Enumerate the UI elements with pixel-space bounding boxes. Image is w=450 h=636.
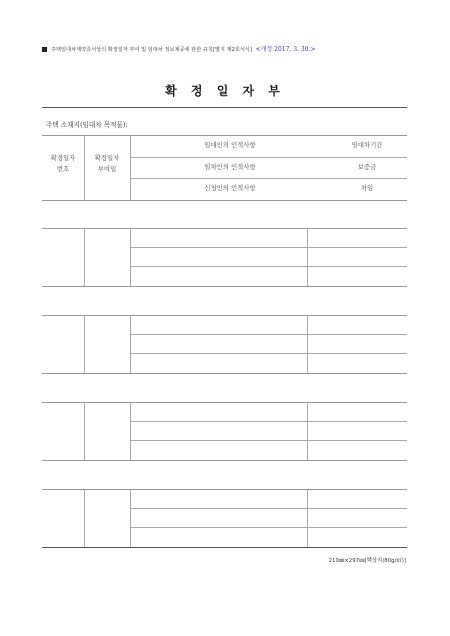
law-reference [42,44,315,53]
entry-group-2-bottom [42,373,407,374]
header-applicant-info: 신청인의 인적사항 [204,184,256,192]
entry-group-4-col-1 [84,489,85,547]
header-row-line-1 [130,157,407,158]
entry-group-4-col-2 [130,489,131,547]
header-rent: 차임 [360,184,374,192]
header-bottom-line [42,200,407,201]
paper-spec: 210㎜×297㎜[백상지(80g/㎡)] [328,558,406,564]
entry-group-1-col-1 [84,228,85,286]
entry-group-3-bottom [42,460,407,461]
law-reference-text: 주택임대차계약증서상의 확정일자 부여 및 임대차 정보제공에 관한 규칙[별지 제2호서식] [51,47,252,53]
entry-group-1-col-2 [130,228,131,286]
entry-group-3-col-1 [84,402,85,460]
entry-group-1-row-2 [130,266,407,267]
bottom-rule [42,547,407,548]
entry-group-3-col-2 [130,402,131,460]
header-lease-period: 임대차기간 [351,141,383,149]
header-confirm-date-grant: 확정일자 부여일 [94,154,120,173]
entry-group-2-row-2 [130,353,407,354]
header-confirm-date-number: 확정일자 번호 [50,154,76,173]
header-deposit: 보증금 [357,163,377,171]
entry-group-4-col-3 [307,489,308,547]
entry-group-3-col-3 [307,402,308,460]
entry-group-4-row-1 [130,508,407,509]
entry-group-2-col-3 [307,315,308,373]
entry-group-4-top [42,489,407,490]
entry-group-4-row-2 [130,527,407,528]
header-row-line-2 [130,178,407,179]
entry-group-1-bottom [42,286,407,287]
entry-group-2-top [42,315,407,316]
address-label: 주택 소재지(임대차 목적물): [46,121,128,129]
header-top-line [42,135,407,136]
square-bullet-icon [42,47,47,52]
entry-group-1-col-3 [307,228,308,286]
top-rule [42,107,407,108]
entry-group-2-row-1 [130,334,407,335]
entry-group-3-row-2 [130,440,407,441]
entry-group-3-top [42,402,407,403]
entry-group-3-row-1 [130,421,407,422]
header-col-line-2 [130,135,131,200]
entry-group-1-top [42,228,407,229]
header-lessor-info: 임대인의 인적사항 [204,141,256,149]
ledger-table [42,107,407,549]
entry-group-2-col-2 [130,315,131,373]
entry-group-2-col-1 [84,315,85,373]
amendment-note: <개정 2017. 3. 30.> [255,46,316,53]
header-lessee-info: 임차인의 인적사항 [204,163,256,171]
form-title: 확 정 일 자 부 [165,84,285,98]
entry-group-1-row-1 [130,247,407,248]
